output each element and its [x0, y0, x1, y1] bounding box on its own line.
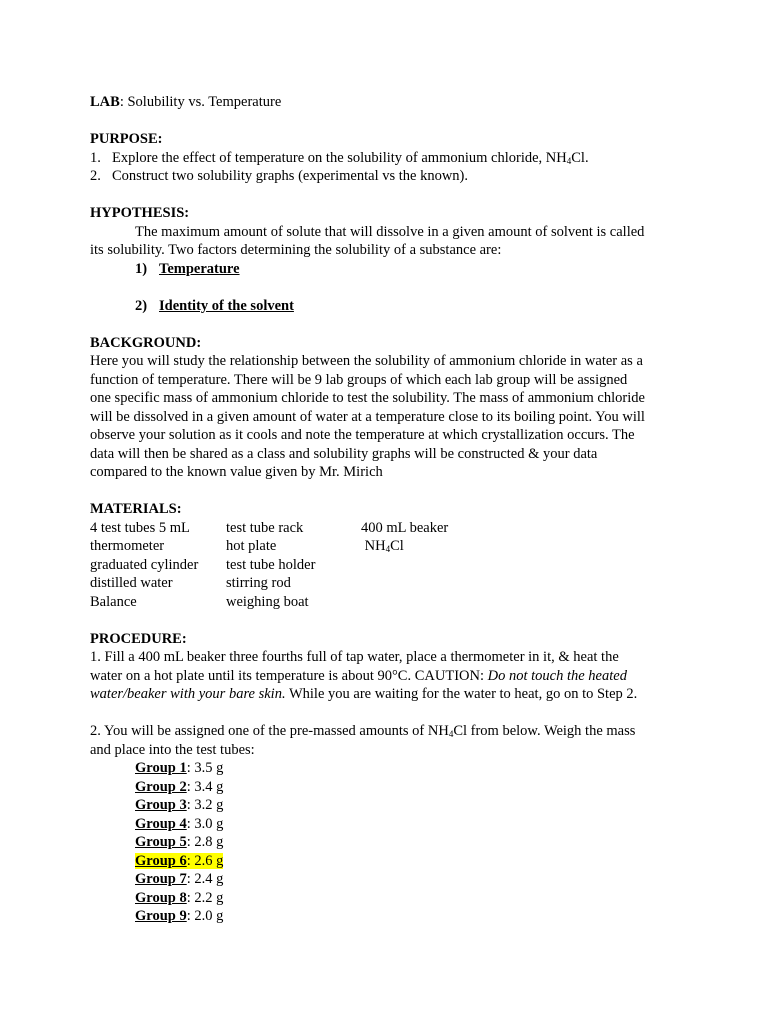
lab-title: Solubility vs. Temperature — [127, 94, 282, 110]
background-line: will be dissolved in a given amount of water at a temperature close to its boiling point. You will — [90, 408, 645, 425]
group-mass: 3.5 g — [194, 760, 224, 776]
group-name: Group 4 — [135, 815, 187, 832]
materials-row — [90, 574, 680, 593]
material-item-nh4cl — [361, 537, 561, 556]
lab-label: LAB — [90, 94, 120, 110]
background-heading: BACKGROUND: — [90, 334, 202, 351]
group-row — [90, 796, 680, 815]
group-row — [90, 759, 680, 778]
purpose-item-1 — [90, 149, 680, 168]
group-row — [90, 778, 680, 797]
material-item: graduated cylinder — [90, 556, 199, 573]
hypothesis-factor-1-num: 1) — [135, 260, 148, 277]
purpose-item-1-sub: 4 — [566, 155, 572, 166]
material-item: test tube holder — [226, 556, 316, 573]
purpose-item-2-num: 2. — [90, 168, 101, 184]
group-name: Group 5 — [135, 834, 187, 850]
group-mass: 3.4 g — [194, 778, 224, 795]
purpose-item-1-text-pre: Explore the effect of temperature on the solubility of ammonium chloride, NH — [112, 149, 567, 166]
material-item: test tube rack — [226, 519, 304, 536]
purpose-item-1-text-post: Cl. — [571, 149, 589, 166]
procedure-caution-text: Do not touch the heated — [487, 667, 627, 684]
group-name: Group 9 — [135, 908, 187, 924]
hypothesis-heading: HYPOTHESIS: — [90, 205, 190, 221]
procedure-step2-pre: 2. You will be assigned one of the pre-massed amounts of NH — [90, 723, 449, 739]
material-nh4cl-sub: 4 — [385, 544, 391, 554]
hypothesis-factor-1-text: Temperature — [159, 260, 240, 277]
purpose-item-2-text: Construct two solubility graphs (experimental vs the known). — [112, 168, 469, 184]
group-row — [90, 870, 680, 889]
material-item: stirring rod — [226, 575, 291, 591]
group-row — [90, 815, 680, 834]
hypothesis-factor-2 — [90, 297, 680, 316]
groups-list — [90, 759, 680, 926]
background-line: Here you will study the relationship between the solubility of ammonium chloride in water as a — [90, 353, 643, 369]
group-mass: 2.4 g — [194, 871, 224, 887]
group-row — [90, 833, 680, 852]
group-entry: Group 5: 2.8 g — [135, 834, 224, 850]
group-entry: Group 3: 3.2 g — [135, 797, 224, 813]
group-row — [90, 852, 680, 871]
material-item: distilled water — [90, 575, 173, 591]
materials-row — [90, 556, 680, 575]
material-item: 400 mL beaker — [361, 519, 449, 536]
procedure-step1-line3-rest: While you are waiting for the water to heat, go on to Step 2. — [285, 686, 638, 702]
hypothesis-line-1: The maximum amount of solute that will dissolve in a given amount of solvent is called — [135, 223, 645, 240]
procedure-step1-line1: 1. Fill a 400 mL beaker three fourths full of tap water, place a thermometer in it, & heat the — [90, 649, 619, 665]
background-line: compared to the known value given by Mr. Mirich — [90, 464, 383, 480]
group-mass: 2.8 g — [194, 834, 224, 850]
group-mass: 3.0 g — [194, 815, 224, 832]
hypothesis-line-2: its solubility. Two factors determining the solubility of a substance are: — [90, 242, 502, 258]
background-line: one specific mass of ammonium chloride to test the solubility. The mass of ammonium chloride — [90, 390, 645, 406]
procedure-step2-line1 — [90, 722, 680, 741]
procedure-heading: PROCEDURE: — [90, 630, 187, 647]
group-row — [90, 907, 680, 926]
materials-row — [90, 537, 680, 556]
group-mass: 2.0 g — [194, 908, 224, 924]
group-mass: 3.2 g — [194, 797, 224, 813]
procedure-caution-text-cont: water/beaker with your bare skin. — [90, 686, 286, 702]
group-entry: Group 1: 3.5 g — [135, 760, 224, 776]
group-entry: Group 6: 2.6 g — [135, 852, 224, 869]
material-item: 4 test tubes 5 mL — [90, 519, 190, 536]
purpose-item-1-text — [112, 149, 589, 168]
procedure-step1-line3 — [90, 685, 680, 704]
background-line: data will then be shared as a class and solubility graphs will be constructed & your data — [90, 445, 598, 462]
group-entry: Group 2: 3.4 g — [135, 778, 224, 795]
procedure-step2-sub: 4 — [448, 729, 454, 739]
materials-row — [90, 519, 680, 538]
purpose-heading: PURPOSE: — [90, 131, 163, 147]
group-name: Group 7 — [135, 871, 187, 887]
group-entry: Group 4: 3.0 g — [135, 815, 224, 832]
group-entry: Group 8: 2.2 g — [135, 889, 224, 906]
hypothesis-factor-2-text: Identity of the solvent — [159, 297, 294, 314]
group-mass: 2.6 g — [194, 852, 224, 869]
background-line: function of temperature. There will be 9 lab groups of which each lab group will be assigned — [90, 371, 628, 388]
materials-heading: MATERIALS: — [90, 501, 182, 517]
group-name: Group 3 — [135, 797, 187, 813]
procedure-step2-post: Cl from below. Weigh the mass — [453, 723, 636, 739]
material-item: hot plate — [226, 538, 277, 554]
hypothesis-factor-2-num: 2) — [135, 297, 148, 314]
group-row — [90, 889, 680, 908]
hypothesis-factor-1 — [90, 260, 680, 279]
purpose-item-1-num: 1. — [90, 149, 101, 166]
material-item: weighing boat — [226, 593, 309, 610]
materials-row — [90, 593, 680, 612]
group-name: Group 2 — [135, 778, 187, 795]
group-mass: 2.2 g — [194, 889, 224, 906]
material-nh4cl-pre: NH — [364, 538, 386, 554]
procedure-step2-line2: and place into the test tubes: — [90, 741, 255, 758]
group-entry: Group 7: 2.4 g — [135, 871, 224, 887]
lab-title-line: LAB: Solubility vs. Temperature — [90, 94, 282, 110]
document-page — [90, 93, 680, 926]
purpose-item-2 — [90, 167, 680, 186]
procedure-step1-line2 — [90, 667, 680, 686]
background-line: observe your solution as it cools and note the temperature at which crystallization occurs. The — [90, 427, 635, 443]
material-item: thermometer — [90, 538, 165, 554]
material-item: Balance — [90, 593, 137, 610]
group-name: Group 8 — [135, 889, 187, 906]
material-nh4cl-post: Cl — [390, 538, 404, 554]
group-entry: Group 9: 2.0 g — [135, 908, 224, 924]
group-name: Group 6 — [135, 852, 187, 869]
group-name: Group 1 — [135, 760, 187, 776]
procedure-step1-line2-text: water on a hot plate until its temperature is about 90°C. CAUTION: — [90, 667, 484, 684]
